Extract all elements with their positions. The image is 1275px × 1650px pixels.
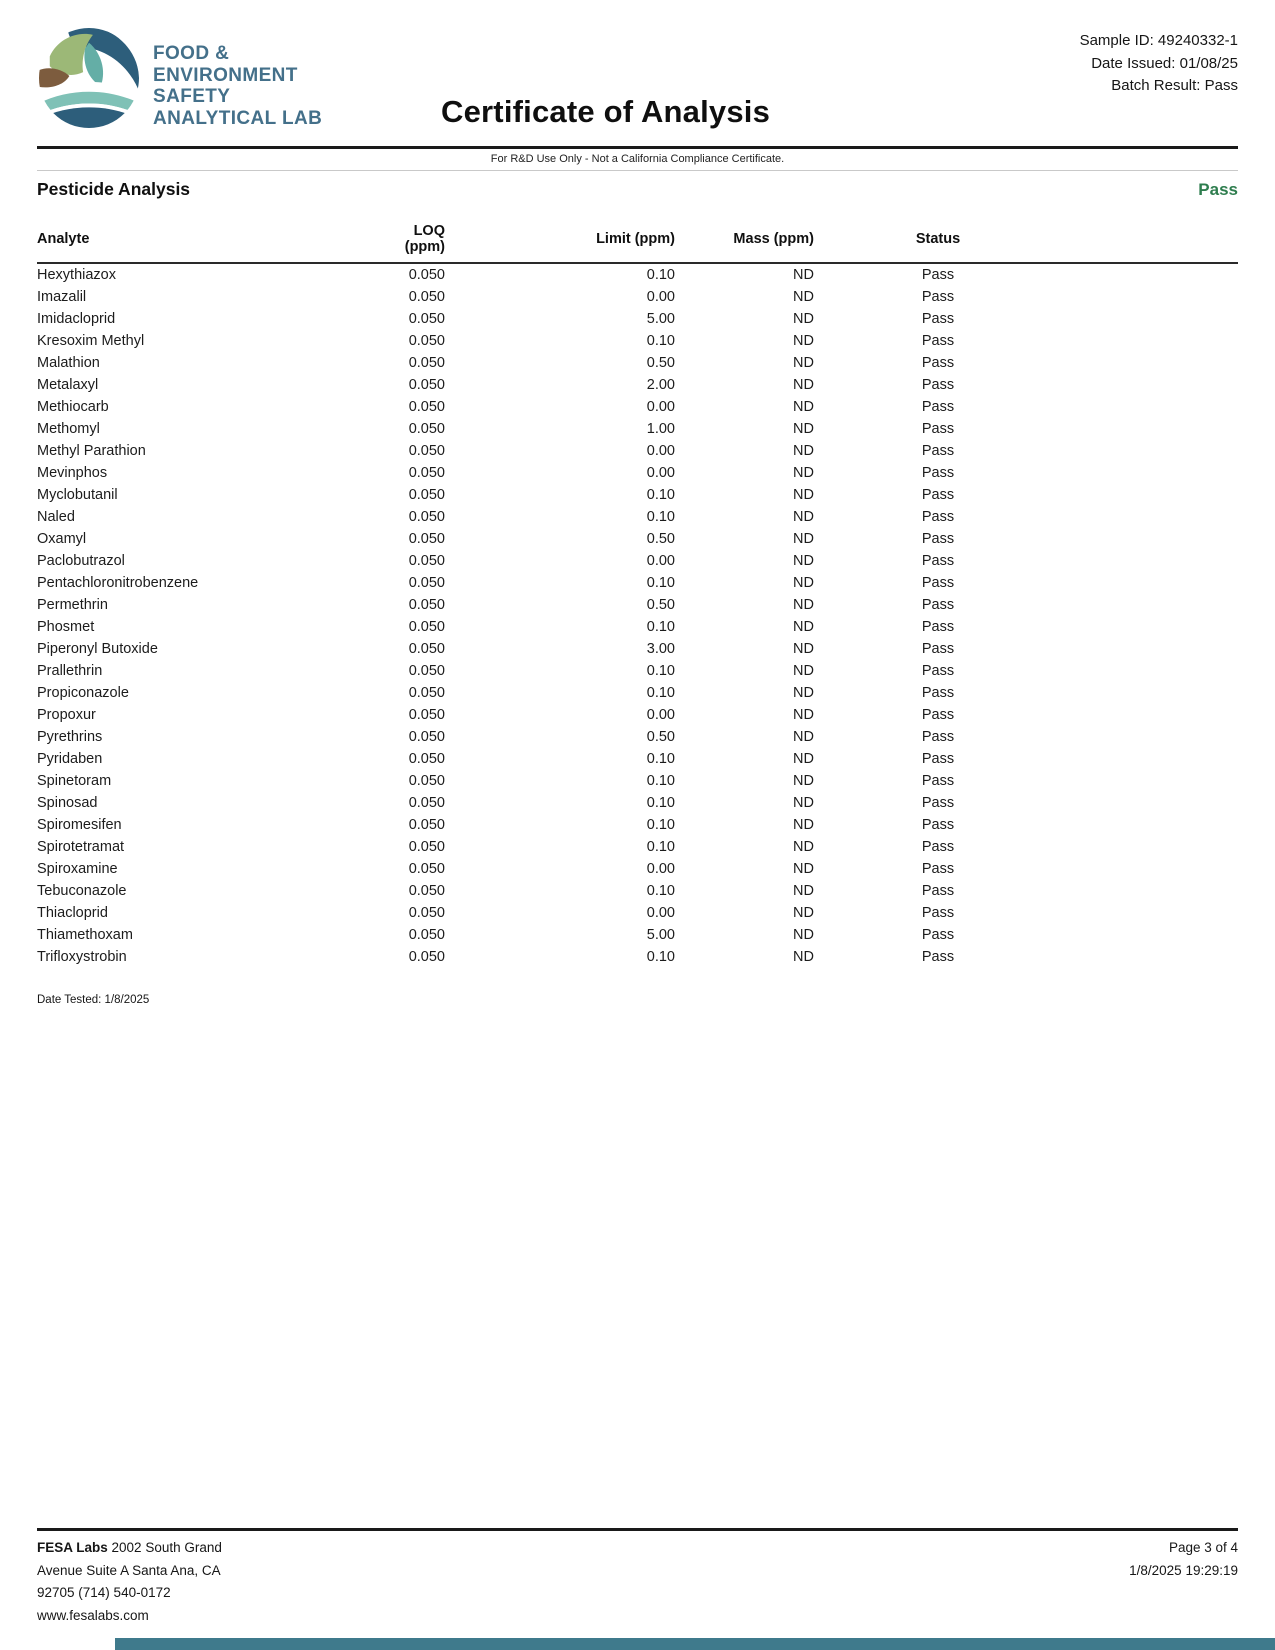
status-cell: Pass [921, 618, 955, 635]
mass-cell: ND [793, 662, 814, 679]
analyte-table-body [37, 263, 1238, 968]
status-cell: Pass [921, 464, 955, 481]
status-cell: Pass [921, 508, 955, 525]
loq-cell: 0.050 [408, 332, 445, 349]
limit-cell: 0.10 [646, 794, 675, 811]
mass-cell: ND [793, 706, 814, 723]
status-cell: Pass [921, 596, 955, 613]
loq-cell: 0.050 [408, 574, 445, 591]
table-row [37, 726, 1238, 748]
page-info [1129, 1537, 1238, 1627]
date-tested: Date Tested: 1/8/2025 [37, 994, 150, 1006]
table-row [37, 528, 1238, 550]
status-cell: Pass [921, 376, 955, 393]
status-cell: Pass [921, 552, 955, 569]
analyte-cell: Pentachloronitrobenzene [37, 574, 199, 591]
mass-cell: ND [793, 794, 814, 811]
mass-cell: ND [793, 838, 814, 855]
spacer-cell [1062, 924, 1238, 946]
column-header-mass: Mass (ppm) [675, 223, 814, 263]
status-cell: Pass [921, 948, 955, 965]
status-cell: Pass [921, 442, 955, 459]
limit-cell: 5.00 [646, 310, 675, 327]
section-status-badge: Pass [1198, 180, 1238, 199]
analyte-cell: Pyrethrins [37, 728, 103, 745]
page-number: Page 3 of 4 [1168, 1540, 1238, 1555]
analyte-cell: Spiroxamine [37, 860, 118, 877]
table-row [37, 704, 1238, 726]
mass-cell: ND [793, 376, 814, 393]
limit-cell: 0.00 [646, 552, 675, 569]
table-row [37, 462, 1238, 484]
lab-name-line: SAFETY [153, 86, 231, 107]
analyte-cell: Phosmet [37, 618, 95, 635]
limit-cell: 0.10 [646, 618, 675, 635]
spacer-cell [1062, 263, 1238, 286]
analyte-cell: Spirotetramat [37, 838, 125, 855]
analyte-cell: Pyridaben [37, 750, 103, 767]
status-cell: Pass [921, 266, 955, 283]
loq-cell: 0.050 [408, 926, 445, 943]
table-row [37, 506, 1238, 528]
analyte-cell: Kresoxim Methyl [37, 332, 145, 349]
spacer-cell [1062, 770, 1238, 792]
status-cell: Pass [921, 728, 955, 745]
mass-cell: ND [793, 750, 814, 767]
analyte-cell: Malathion [37, 354, 100, 371]
loq-cell: 0.050 [408, 376, 445, 393]
status-cell: Pass [921, 354, 955, 371]
column-header-loq: LOQ (ppm) [377, 223, 445, 263]
spacer-cell [1062, 792, 1238, 814]
analyte-cell: Tebuconazole [37, 882, 127, 899]
spacer-cell [1062, 594, 1238, 616]
footer [37, 1528, 1238, 1627]
mass-cell: ND [793, 904, 814, 921]
status-cell: Pass [921, 904, 955, 921]
spacer-cell [1062, 550, 1238, 572]
address-line [37, 1537, 222, 1560]
loq-cell: 0.050 [408, 464, 445, 481]
limit-cell: 0.00 [646, 706, 675, 723]
table-row [37, 858, 1238, 880]
spacer-cell [1062, 462, 1238, 484]
lab-name-line: ANALYTICAL LAB [153, 107, 323, 129]
table-row [37, 814, 1238, 836]
mass-cell: ND [793, 772, 814, 789]
analyte-cell: Oxamyl [37, 530, 87, 547]
mass-cell: ND [793, 266, 814, 283]
loq-cell: 0.050 [408, 794, 445, 811]
limit-cell: 0.00 [646, 398, 675, 415]
page-title: Certificate of Analysis [441, 94, 771, 129]
analyte-cell: Methiocarb [37, 398, 109, 415]
table-row [37, 660, 1238, 682]
table-row [37, 286, 1238, 308]
mass-cell: ND [793, 640, 814, 657]
status-cell: Pass [921, 816, 955, 833]
mass-cell: ND [793, 464, 814, 481]
loq-cell: 0.050 [408, 904, 445, 921]
loq-cell: 0.050 [408, 486, 445, 503]
lab-name [153, 43, 322, 129]
loq-cell: 0.050 [408, 530, 445, 547]
loq-cell: 0.050 [408, 288, 445, 305]
spacer-cell [1062, 528, 1238, 550]
header-divider [37, 146, 1238, 149]
loq-cell: 0.050 [408, 728, 445, 745]
mass-cell: ND [793, 420, 814, 437]
limit-cell: 0.00 [646, 904, 675, 921]
table-row [37, 594, 1238, 616]
mass-cell: ND [793, 508, 814, 525]
analyte-cell: Mevinphos [37, 464, 108, 481]
address-street: 2002 South Grand [111, 1540, 222, 1555]
table-row [37, 836, 1238, 858]
spacer-cell [1062, 726, 1238, 748]
mass-cell: ND [793, 882, 814, 899]
loq-cell: 0.050 [408, 706, 445, 723]
table-row [37, 748, 1238, 770]
spacer-cell [1062, 418, 1238, 440]
analyte-cell: Thiamethoxam [37, 926, 133, 943]
table-row [37, 572, 1238, 594]
section-title: Pesticide Analysis [37, 179, 191, 199]
mass-cell: ND [793, 618, 814, 635]
table-row [37, 902, 1238, 924]
analyte-cell: Propoxur [37, 706, 96, 723]
limit-cell: 2.00 [646, 376, 675, 393]
limit-cell: 0.50 [646, 596, 675, 613]
spacer-cell [1062, 506, 1238, 528]
limit-cell: 0.50 [646, 728, 675, 745]
table-row [37, 880, 1238, 902]
table-row [37, 792, 1238, 814]
analyte-cell: Spinosad [37, 794, 98, 811]
analyte-cell: Piperonyl Butoxide [37, 640, 158, 657]
status-cell: Pass [921, 574, 955, 591]
lab-name-line: FOOD & [153, 43, 230, 64]
limit-cell: 0.10 [646, 332, 675, 349]
mass-cell: ND [793, 948, 814, 965]
analyte-cell: Trifloxystrobin [37, 948, 127, 965]
limit-cell: 0.10 [646, 948, 675, 965]
loq-cell: 0.050 [408, 882, 445, 899]
analyte-cell: Metalaxyl [37, 376, 99, 393]
loq-cell: 0.050 [408, 948, 445, 965]
mass-cell: ND [793, 332, 814, 349]
loq-cell: 0.050 [408, 684, 445, 701]
loq-cell: 0.050 [408, 398, 445, 415]
mass-cell: ND [793, 728, 814, 745]
table-row [37, 418, 1238, 440]
limit-cell: 0.10 [646, 486, 675, 503]
status-cell: Pass [921, 794, 955, 811]
spacer-cell [1062, 660, 1238, 682]
limit-cell: 0.10 [646, 816, 675, 833]
analyte-cell: Propiconazole [37, 684, 129, 701]
status-cell: Pass [921, 420, 955, 437]
analyte-cell: Imazalil [37, 288, 87, 305]
limit-cell: 5.00 [646, 926, 675, 943]
website-link: www.fesalabs.com [37, 1607, 149, 1623]
spacer-cell [1062, 440, 1238, 462]
status-cell: Pass [921, 332, 955, 349]
mass-cell: ND [793, 310, 814, 327]
spacer-column [1062, 223, 1238, 263]
spacer-cell [1062, 880, 1238, 902]
spacer-cell [1062, 396, 1238, 418]
analyte-cell: Thiacloprid [37, 904, 108, 921]
mass-cell: ND [793, 442, 814, 459]
analyte-cell: Paclobutrazol [37, 552, 125, 569]
limit-cell: 0.00 [646, 288, 675, 305]
spacer-cell [1062, 484, 1238, 506]
table-row [37, 770, 1238, 792]
mass-cell: ND [793, 552, 814, 569]
status-cell: Pass [921, 288, 955, 305]
table-row [37, 550, 1238, 572]
limit-cell: 0.10 [646, 508, 675, 525]
loq-cell: 0.050 [408, 750, 445, 767]
loq-cell: 0.050 [408, 266, 445, 283]
table-row [37, 330, 1238, 352]
sample-id: Sample ID: 49240332-1 [1079, 32, 1238, 49]
mass-cell: ND [793, 288, 814, 305]
analyte-cell: Imidacloprid [37, 310, 116, 327]
status-cell: Pass [921, 530, 955, 547]
table-row [37, 396, 1238, 418]
lab-logo [38, 27, 322, 129]
analyte-cell: Permethrin [37, 596, 108, 613]
analyte-cell: Naled [37, 508, 75, 525]
sample-meta [1080, 30, 1238, 98]
status-cell: Pass [921, 310, 955, 327]
table-row [37, 352, 1238, 374]
loq-cell: 0.050 [408, 838, 445, 855]
limit-cell: 0.50 [646, 354, 675, 371]
status-cell: Pass [921, 772, 955, 789]
report-body [37, 150, 1238, 1006]
table-row [37, 682, 1238, 704]
spacer-cell [1062, 572, 1238, 594]
loq-cell: 0.050 [408, 618, 445, 635]
analyte-cell: Spiromesifen [37, 816, 122, 833]
table-row [37, 263, 1238, 286]
date-issued: Date Issued: 01/08/25 [1091, 54, 1238, 72]
table-row [37, 374, 1238, 396]
status-cell: Pass [921, 640, 955, 657]
spacer-cell [1062, 748, 1238, 770]
batch-result: Batch Result: Pass [1111, 77, 1238, 94]
loq-cell: 0.050 [408, 640, 445, 657]
limit-cell: 0.10 [646, 684, 675, 701]
analyte-cell: Myclobutanil [37, 486, 118, 503]
spacer-cell [1062, 352, 1238, 374]
analyte-cell: Methyl Parathion [37, 442, 146, 459]
spacer-cell [1062, 330, 1238, 352]
spacer-cell [1062, 286, 1238, 308]
loq-cell: 0.050 [408, 354, 445, 371]
limit-cell: 0.10 [646, 750, 675, 767]
mass-cell: ND [793, 354, 814, 371]
status-cell: Pass [921, 662, 955, 679]
spacer-cell [1062, 836, 1238, 858]
address-line: 92705 (714) 540-0172 [37, 1585, 171, 1600]
table-row [37, 308, 1238, 330]
analyte-cell: Prallethrin [37, 662, 103, 679]
loq-cell: 0.050 [408, 310, 445, 327]
disclaimer: For R&D Use Only - Not a California Compliance Certificate. [37, 150, 1238, 171]
status-cell: Pass [921, 398, 955, 415]
spacer-cell [1062, 682, 1238, 704]
mass-cell: ND [793, 486, 814, 503]
spacer-cell [1062, 638, 1238, 660]
loq-cell: 0.050 [408, 662, 445, 679]
loq-cell: 0.050 [408, 816, 445, 833]
lab-name-line: ENVIRONMENT [153, 64, 298, 86]
limit-cell: 0.00 [646, 442, 675, 459]
spacer-cell [1062, 616, 1238, 638]
limit-cell: 0.00 [646, 464, 675, 481]
table-row [37, 924, 1238, 946]
table-row [37, 616, 1238, 638]
loq-cell: 0.050 [408, 508, 445, 525]
limit-cell: 3.00 [646, 640, 675, 657]
spacer-cell [1062, 946, 1238, 968]
bottom-accent-bar [115, 1638, 1275, 1650]
lab-logo-icon [38, 27, 140, 129]
column-header-limit: Limit (ppm) [445, 223, 675, 263]
status-cell: Pass [921, 486, 955, 503]
limit-cell: 0.10 [646, 882, 675, 899]
loq-cell: 0.050 [408, 442, 445, 459]
lab-address [37, 1537, 222, 1627]
loq-cell: 0.050 [408, 860, 445, 877]
spacer-cell [1062, 704, 1238, 726]
limit-cell: 0.10 [646, 266, 675, 283]
limit-cell: 0.10 [646, 574, 675, 591]
analyte-cell: Methomyl [37, 420, 100, 437]
analyte-table-head [37, 223, 1238, 263]
loq-cell: 0.050 [408, 420, 445, 437]
spacer-cell [1062, 814, 1238, 836]
mass-cell: ND [793, 926, 814, 943]
status-cell: Pass [921, 706, 955, 723]
status-cell: Pass [921, 838, 955, 855]
limit-cell: 0.10 [646, 838, 675, 855]
analyte-table [37, 223, 1238, 968]
mass-cell: ND [793, 530, 814, 547]
mass-cell: ND [793, 574, 814, 591]
limit-cell: 0.50 [646, 530, 675, 547]
spacer-cell [1062, 374, 1238, 396]
mass-cell: ND [793, 860, 814, 877]
status-cell: Pass [921, 860, 955, 877]
column-header-analyte: Analyte [37, 223, 377, 263]
status-cell: Pass [921, 750, 955, 767]
limit-cell: 0.10 [646, 772, 675, 789]
mass-cell: ND [793, 398, 814, 415]
spacer-cell [1062, 308, 1238, 330]
limit-cell: 0.10 [646, 662, 675, 679]
loq-cell: 0.050 [408, 772, 445, 789]
table-row [37, 946, 1238, 968]
column-header-status: Status [814, 223, 1062, 263]
address-line: Avenue Suite A Santa Ana, CA [37, 1562, 221, 1578]
lab-name-footer: FESA Labs [37, 1540, 108, 1555]
mass-cell: ND [793, 684, 814, 701]
loq-cell: 0.050 [408, 596, 445, 613]
spacer-cell [1062, 902, 1238, 924]
spacer-cell [1062, 858, 1238, 880]
status-cell: Pass [921, 926, 955, 943]
table-row [37, 440, 1238, 462]
analyte-cell: Hexythiazox [37, 266, 116, 283]
table-row [37, 484, 1238, 506]
print-timestamp: 1/8/2025 19:29:19 [1129, 1562, 1238, 1578]
analyte-cell: Spinetoram [37, 772, 112, 789]
status-cell: Pass [921, 684, 955, 701]
mass-cell: ND [793, 596, 814, 613]
status-cell: Pass [921, 882, 955, 899]
table-row [37, 638, 1238, 660]
section-header [37, 179, 1238, 200]
limit-cell: 0.00 [646, 860, 675, 877]
loq-cell: 0.050 [408, 552, 445, 569]
mass-cell: ND [793, 816, 814, 833]
header-row [37, 223, 1238, 263]
limit-cell: 1.00 [646, 420, 675, 437]
